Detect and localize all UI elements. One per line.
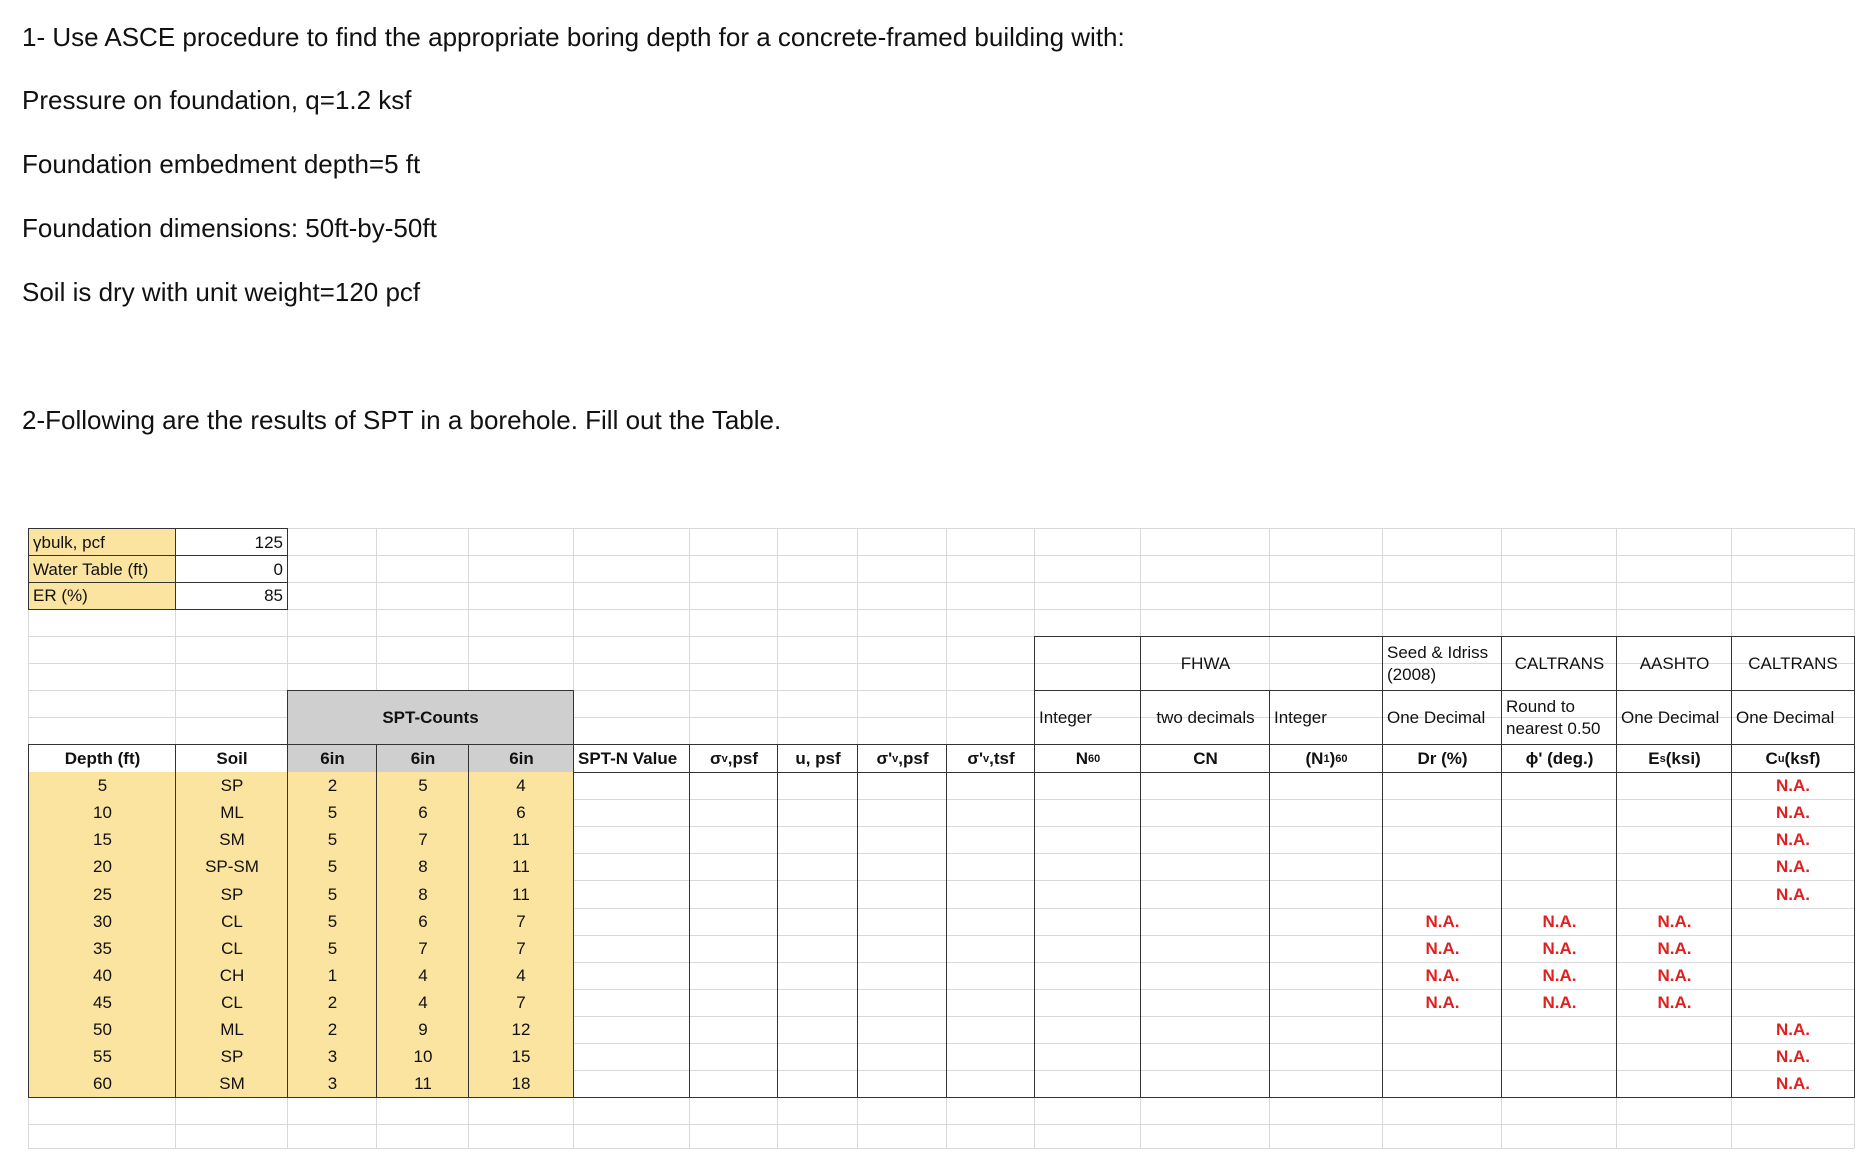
spt-count-3: 4 (468, 772, 574, 800)
empty-answer-cell (1269, 880, 1383, 909)
empty-answer-cell (689, 1016, 778, 1044)
depth-cell: 55 (28, 1043, 176, 1071)
soil-cell: ML (175, 1016, 288, 1044)
spt-count-2: 7 (376, 935, 469, 963)
spt-count-3: 7 (468, 989, 574, 1017)
empty-answer-cell (573, 962, 690, 990)
cu-cell (1731, 935, 1855, 963)
es-cell: N.A. (1616, 989, 1732, 1017)
spt-count-3: 4 (468, 962, 574, 990)
empty-answer-cell (857, 880, 947, 909)
problem1-line-embedment: Foundation embedment depth=5 ft (22, 149, 421, 179)
param-label: Water Table (ft) (28, 555, 176, 583)
dr-cell (1382, 1016, 1502, 1044)
grid-hline (28, 1124, 1854, 1125)
empty-answer-cell (946, 1070, 1035, 1098)
empty-answer-cell (777, 826, 858, 854)
empty-answer-cell (689, 799, 778, 827)
spt-count-1: 5 (287, 908, 377, 936)
empty-answer-cell (946, 853, 1035, 881)
empty-answer-cell (946, 880, 1035, 909)
column-header-cu: C u (ksf) (1731, 744, 1855, 773)
empty-answer-cell (1269, 1016, 1383, 1044)
empty-answer-cell (1269, 853, 1383, 881)
depth-cell: 25 (28, 880, 176, 909)
column-header-n60: N 60 (1034, 744, 1141, 773)
es-cell: N.A. (1616, 908, 1732, 936)
column-header-phi: ϕ' (deg.) (1501, 744, 1617, 773)
empty-answer-cell (1034, 853, 1141, 881)
empty-answer-cell (573, 880, 690, 909)
empty-answer-cell (573, 1070, 690, 1098)
soil-cell: SP (175, 880, 288, 909)
empty-answer-cell (1034, 908, 1141, 936)
empty-answer-cell (857, 853, 947, 881)
cu-cell: N.A. (1731, 826, 1855, 854)
empty-answer-cell (1140, 1016, 1270, 1044)
header-seed-idriss: Seed & Idriss (2008) (1382, 636, 1502, 691)
empty-answer-cell (1034, 1043, 1141, 1071)
header-fhwa-blank (1269, 636, 1383, 691)
spt-count-1: 5 (287, 880, 377, 909)
phi-cell: N.A. (1501, 989, 1617, 1017)
empty-answer-cell (857, 799, 947, 827)
column-header-es: E s (ksi) (1616, 744, 1732, 773)
empty-answer-cell (1269, 1070, 1383, 1098)
es-cell (1616, 853, 1732, 881)
empty-answer-cell (1269, 826, 1383, 854)
grid-hline (28, 555, 1854, 556)
es-cell (1616, 1016, 1732, 1044)
empty-answer-cell (1140, 989, 1270, 1017)
empty-answer-cell (857, 772, 947, 800)
param-label: γbulk, pcf (28, 528, 176, 556)
column-header-spt: SPT-N Value (573, 744, 690, 773)
empty-answer-cell (1269, 908, 1383, 936)
empty-answer-cell (573, 853, 690, 881)
empty-answer-cell (946, 1043, 1035, 1071)
dr-cell (1382, 853, 1502, 881)
spt-count-3: 18 (468, 1070, 574, 1098)
dr-cell: N.A. (1382, 962, 1502, 990)
empty-answer-cell (946, 962, 1035, 990)
empty-answer-cell (946, 772, 1035, 800)
empty-answer-cell (689, 908, 778, 936)
empty-answer-cell (857, 1070, 947, 1098)
spt-count-3: 6 (468, 799, 574, 827)
empty-answer-cell (1034, 826, 1141, 854)
empty-answer-cell (1269, 772, 1383, 800)
empty-answer-cell (1034, 935, 1141, 963)
empty-answer-cell (1140, 799, 1270, 827)
dr-cell (1382, 1043, 1502, 1071)
empty-answer-cell (1034, 989, 1141, 1017)
cu-cell (1731, 962, 1855, 990)
grid-hline (28, 609, 1854, 610)
spt-count-1: 2 (287, 772, 377, 800)
empty-answer-cell (689, 962, 778, 990)
empty-answer-cell (1140, 908, 1270, 936)
column-header-dr: Dr (%) (1382, 744, 1502, 773)
spt-count-3: 15 (468, 1043, 574, 1071)
empty-answer-cell (1269, 935, 1383, 963)
phi-cell: N.A. (1501, 935, 1617, 963)
cu-cell: N.A. (1731, 1016, 1855, 1044)
spt-count-3: 11 (468, 853, 574, 881)
empty-answer-cell (1140, 1070, 1270, 1098)
column-header-svt: σ' v ,tsf (946, 744, 1035, 773)
dr-cell (1382, 772, 1502, 800)
spt-count-3: 11 (468, 826, 574, 854)
spt-count-1: 5 (287, 799, 377, 827)
spt-count-3: 12 (468, 1016, 574, 1044)
spt-count-1: 1 (287, 962, 377, 990)
soil-cell: CL (175, 989, 288, 1017)
empty-answer-cell (1034, 1016, 1141, 1044)
empty-answer-cell (1034, 772, 1141, 800)
soil-cell: SP (175, 772, 288, 800)
cu-cell (1731, 989, 1855, 1017)
es-cell (1616, 880, 1732, 909)
cu-cell (1731, 908, 1855, 936)
phi-cell (1501, 1070, 1617, 1098)
param-label: ER (%) (28, 582, 176, 610)
rounding-phi: Round to nearest 0.50 (1501, 690, 1617, 745)
spt-count-3: 11 (468, 880, 574, 909)
phi-cell (1501, 853, 1617, 881)
phi-cell: N.A. (1501, 908, 1617, 936)
soil-cell: SP (175, 1043, 288, 1071)
spt-count-2: 4 (376, 989, 469, 1017)
phi-cell (1501, 880, 1617, 909)
soil-cell: SM (175, 1070, 288, 1098)
empty-answer-cell (946, 826, 1035, 854)
empty-answer-cell (689, 935, 778, 963)
header-aashto: AASHTO (1616, 636, 1732, 691)
spt-count-2: 8 (376, 880, 469, 909)
spt-count-1: 5 (287, 853, 377, 881)
cu-cell: N.A. (1731, 880, 1855, 909)
soil-cell: SP-SM (175, 853, 288, 881)
spt-count-1: 2 (287, 989, 377, 1017)
depth-cell: 10 (28, 799, 176, 827)
empty-answer-cell (573, 772, 690, 800)
spt-count-2: 5 (376, 772, 469, 800)
column-header-sv: σ v ,psf (689, 744, 778, 773)
soil-cell: CH (175, 962, 288, 990)
column-header-c2: 6in (376, 744, 469, 773)
column-header-c1: 6in (287, 744, 377, 773)
phi-cell (1501, 1043, 1617, 1071)
column-header-depth: Depth (ft) (28, 744, 176, 773)
es-cell (1616, 799, 1732, 827)
empty-answer-cell (946, 799, 1035, 827)
phi-cell (1501, 799, 1617, 827)
empty-answer-cell (777, 935, 858, 963)
cu-cell: N.A. (1731, 1043, 1855, 1071)
param-value: 0 (175, 555, 288, 583)
dr-cell (1382, 1070, 1502, 1098)
column-header-svp: σ' v ,psf (857, 744, 947, 773)
column-header-soil: Soil (175, 744, 288, 773)
dr-cell: N.A. (1382, 935, 1502, 963)
rounding-es: One Decimal (1616, 690, 1732, 745)
spt-count-1: 5 (287, 826, 377, 854)
problem1-line-soil: Soil is dry with unit weight=120 pcf (22, 277, 421, 307)
rounding-n160: Integer (1269, 690, 1383, 745)
soil-cell: CL (175, 908, 288, 936)
empty-answer-cell (689, 880, 778, 909)
empty-answer-cell (946, 908, 1035, 936)
rounding-cn: two decimals (1140, 690, 1270, 745)
problem2-title: 2-Following are the results of SPT in a borehole. Fill out the Table. (22, 405, 782, 435)
empty-answer-cell (777, 1043, 858, 1071)
grid-hline (28, 1148, 1854, 1149)
spt-count-1: 2 (287, 1016, 377, 1044)
empty-answer-cell (573, 908, 690, 936)
phi-cell (1501, 1016, 1617, 1044)
spt-count-3: 7 (468, 908, 574, 936)
empty-answer-cell (1140, 772, 1270, 800)
empty-answer-cell (777, 799, 858, 827)
empty-answer-cell (689, 1043, 778, 1071)
empty-answer-cell (689, 1070, 778, 1098)
empty-answer-cell (1034, 880, 1141, 909)
dr-cell (1382, 799, 1502, 827)
problem1-line-dimensions: Foundation dimensions: 50ft-by-50ft (22, 213, 437, 243)
empty-answer-cell (573, 1016, 690, 1044)
spt-spreadsheet (28, 528, 1854, 1148)
column-header-cn: CN (1140, 744, 1270, 773)
empty-answer-cell (1269, 1043, 1383, 1071)
empty-answer-cell (1269, 799, 1383, 827)
es-cell (1616, 826, 1732, 854)
phi-cell (1501, 772, 1617, 800)
empty-answer-cell (946, 989, 1035, 1017)
empty-answer-cell (1269, 962, 1383, 990)
soil-cell: ML (175, 799, 288, 827)
spt-count-3: 7 (468, 935, 574, 963)
empty-answer-cell (689, 772, 778, 800)
empty-answer-cell (1140, 853, 1270, 881)
es-cell (1616, 1070, 1732, 1098)
cu-cell: N.A. (1731, 853, 1855, 881)
empty-answer-cell (857, 962, 947, 990)
depth-cell: 60 (28, 1070, 176, 1098)
problem1-line-pressure: Pressure on foundation, q=1.2 ksf (22, 85, 412, 115)
depth-cell: 15 (28, 826, 176, 854)
soil-cell: CL (175, 935, 288, 963)
empty-answer-cell (777, 880, 858, 909)
empty-answer-cell (777, 962, 858, 990)
rounding-dr: One Decimal (1382, 690, 1502, 745)
param-value: 125 (175, 528, 288, 556)
column-header-n160: (N 1 ) 60 (1269, 744, 1383, 773)
dr-cell: N.A. (1382, 989, 1502, 1017)
spt-count-1: 5 (287, 935, 377, 963)
rounding-n60: Integer (1034, 690, 1141, 745)
depth-cell: 20 (28, 853, 176, 881)
es-cell: N.A. (1616, 962, 1732, 990)
grid-hline (28, 582, 1854, 583)
empty-answer-cell (777, 1070, 858, 1098)
empty-answer-cell (777, 772, 858, 800)
spt-count-2: 6 (376, 908, 469, 936)
empty-answer-cell (689, 826, 778, 854)
header-spt-counts: SPT-Counts (287, 690, 574, 745)
problem1-title: 1- Use ASCE procedure to find the appropriate boring depth for a concrete-framed building with: (22, 22, 1125, 52)
header-n60-group (1034, 636, 1141, 691)
cu-cell: N.A. (1731, 1070, 1855, 1098)
dr-cell: N.A. (1382, 908, 1502, 936)
spt-count-2: 7 (376, 826, 469, 854)
soil-cell: SM (175, 826, 288, 854)
spt-count-2: 9 (376, 1016, 469, 1044)
empty-answer-cell (573, 826, 690, 854)
empty-answer-cell (689, 989, 778, 1017)
empty-answer-cell (1140, 826, 1270, 854)
empty-answer-cell (1269, 989, 1383, 1017)
empty-answer-cell (777, 1016, 858, 1044)
depth-cell: 30 (28, 908, 176, 936)
dr-cell (1382, 826, 1502, 854)
depth-cell: 45 (28, 989, 176, 1017)
spt-count-2: 11 (376, 1070, 469, 1098)
empty-answer-cell (573, 935, 690, 963)
header-caltrans-phi: CALTRANS (1501, 636, 1617, 691)
empty-answer-cell (777, 853, 858, 881)
empty-answer-cell (1034, 1070, 1141, 1098)
grid-hline (28, 528, 1854, 529)
column-header-c3: 6in (468, 744, 574, 773)
spt-count-1: 3 (287, 1043, 377, 1071)
depth-cell: 50 (28, 1016, 176, 1044)
es-cell: N.A. (1616, 935, 1732, 963)
header-caltrans-cu: CALTRANS (1731, 636, 1855, 691)
spt-count-2: 4 (376, 962, 469, 990)
header-fhwa: FHWA (1140, 636, 1270, 691)
spt-count-2: 6 (376, 799, 469, 827)
empty-answer-cell (689, 853, 778, 881)
empty-answer-cell (777, 989, 858, 1017)
empty-answer-cell (857, 826, 947, 854)
param-value: 85 (175, 582, 288, 610)
empty-answer-cell (857, 908, 947, 936)
empty-answer-cell (573, 989, 690, 1017)
empty-answer-cell (1140, 962, 1270, 990)
empty-answer-cell (857, 1016, 947, 1044)
cu-cell: N.A. (1731, 799, 1855, 827)
cu-cell: N.A. (1731, 772, 1855, 800)
depth-cell: 40 (28, 962, 176, 990)
empty-answer-cell (573, 799, 690, 827)
empty-answer-cell (857, 989, 947, 1017)
empty-answer-cell (1034, 962, 1141, 990)
empty-answer-cell (573, 1043, 690, 1071)
spt-count-2: 10 (376, 1043, 469, 1071)
spt-count-1: 3 (287, 1070, 377, 1098)
empty-answer-cell (1140, 880, 1270, 909)
empty-answer-cell (857, 1043, 947, 1071)
column-header-u: u, psf (777, 744, 858, 773)
es-cell (1616, 772, 1732, 800)
phi-cell: N.A. (1501, 962, 1617, 990)
depth-cell: 35 (28, 935, 176, 963)
depth-cell: 5 (28, 772, 176, 800)
empty-answer-cell (1140, 935, 1270, 963)
phi-cell (1501, 826, 1617, 854)
spt-count-2: 8 (376, 853, 469, 881)
dr-cell (1382, 880, 1502, 909)
empty-answer-cell (946, 935, 1035, 963)
rounding-cu: One Decimal (1731, 690, 1855, 745)
es-cell (1616, 1043, 1732, 1071)
empty-answer-cell (1034, 799, 1141, 827)
empty-answer-cell (857, 935, 947, 963)
empty-answer-cell (946, 1016, 1035, 1044)
empty-answer-cell (1140, 1043, 1270, 1071)
empty-answer-cell (777, 908, 858, 936)
